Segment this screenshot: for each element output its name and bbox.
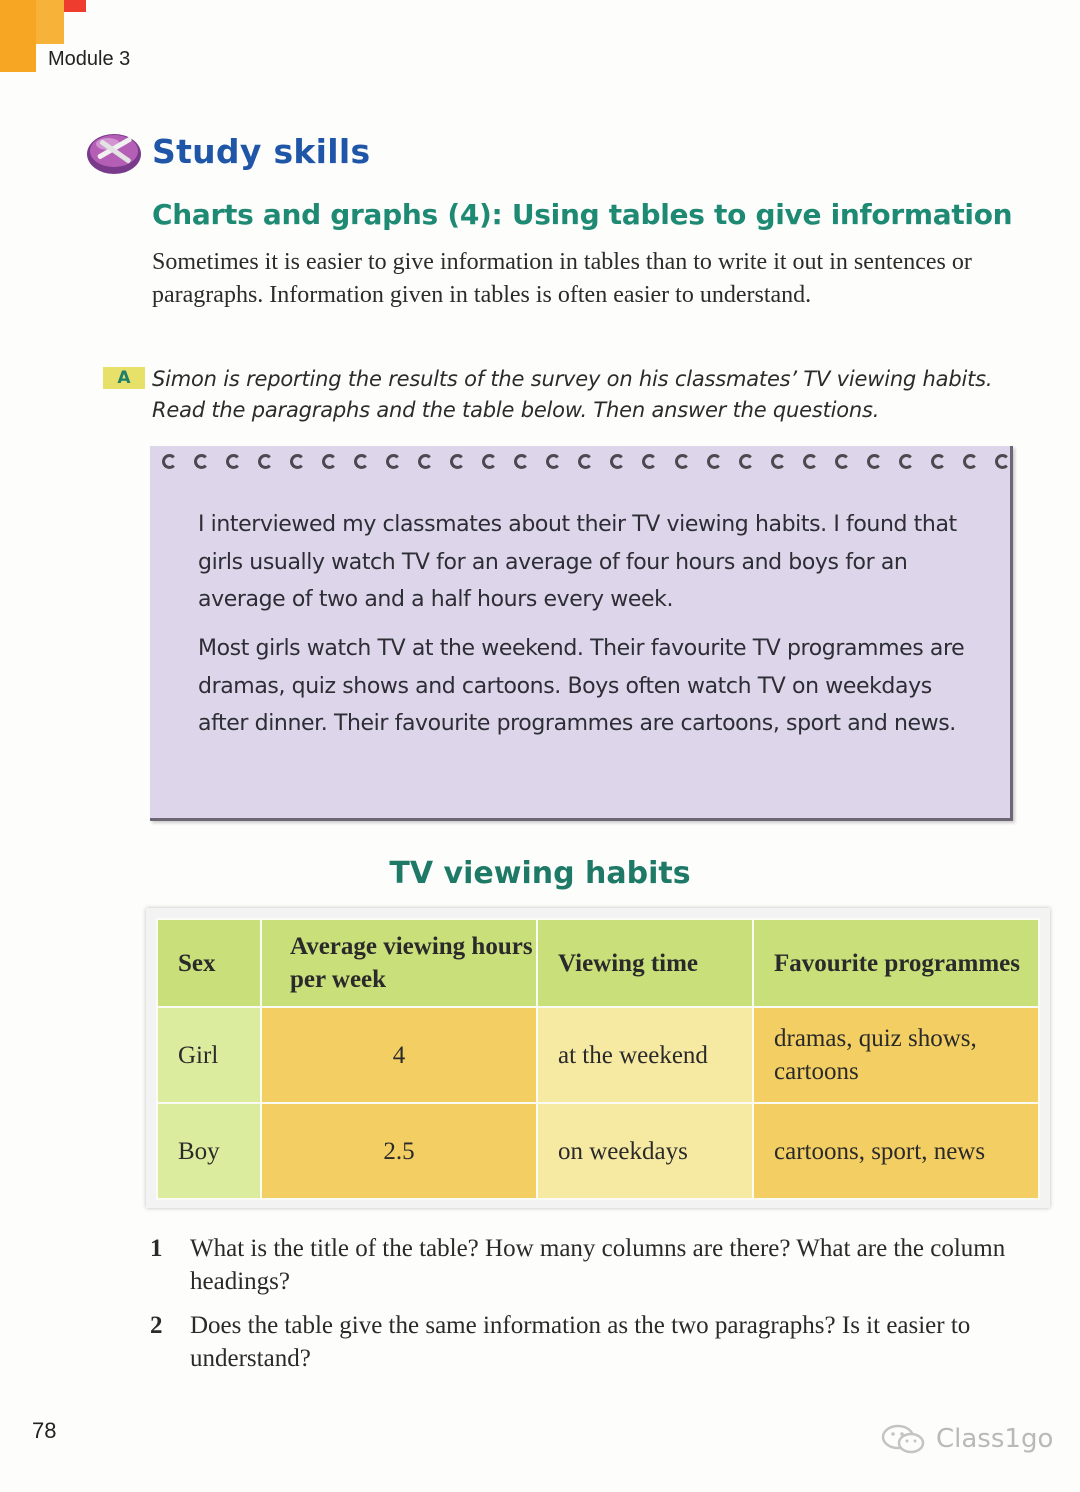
spiral-ring bbox=[386, 454, 401, 469]
spiral-ring bbox=[322, 454, 337, 469]
section-title: Study skills bbox=[152, 132, 371, 171]
cell-sex: Boy bbox=[157, 1103, 261, 1199]
section-subtitle: Charts and graphs (4): Using tables to give information bbox=[152, 198, 1013, 231]
spiral-ring bbox=[867, 454, 882, 469]
cell-hours: 2.5 bbox=[261, 1103, 537, 1199]
header-sex: Sex bbox=[157, 919, 261, 1007]
spiral-ring bbox=[450, 454, 465, 469]
cell-viewing-time: at the weekend bbox=[537, 1007, 753, 1103]
notebook-paragraph-1: I interviewed my classmates about their TV viewing habits. I found that girls usually watch TV for an average of four hours and boys for an average of two and a half hours every week. bbox=[198, 512, 957, 612]
habits-table-container bbox=[146, 908, 1050, 1208]
cell-viewing-time: on weekdays bbox=[537, 1103, 753, 1199]
table-title: TV viewing habits bbox=[389, 856, 691, 891]
corner-decoration bbox=[0, 0, 36, 72]
spiral-ring bbox=[899, 454, 914, 469]
spiral-ring bbox=[546, 454, 561, 469]
cell-favourite: dramas, quiz shows, cartoons bbox=[753, 1007, 1039, 1103]
wechat-icon bbox=[880, 1424, 928, 1454]
spiral-ring bbox=[931, 454, 946, 469]
question-number: 2 bbox=[150, 1312, 163, 1339]
spiral-ring bbox=[482, 454, 497, 469]
page-number: 78 bbox=[32, 1418, 57, 1443]
question-item bbox=[150, 1232, 1040, 1298]
habits-table bbox=[156, 918, 1040, 1200]
spiral-ring bbox=[194, 454, 209, 469]
activity-instruction: Simon is reporting the results of the survey on his classmates’ TV viewing habits. Read the paragraphs and the table below. Then answer the questions. bbox=[152, 367, 993, 422]
corner-decoration bbox=[64, 0, 86, 12]
header-viewing-time: Viewing time bbox=[537, 919, 753, 1007]
spiral-ring bbox=[610, 454, 625, 469]
spiral-ring bbox=[803, 454, 818, 469]
cell-hours: 4 bbox=[261, 1007, 537, 1103]
cell-favourite: cartoons, sport, news bbox=[753, 1103, 1039, 1199]
cell-sex: Girl bbox=[157, 1007, 261, 1103]
table-header-row bbox=[157, 919, 1039, 1007]
spiral-ring bbox=[707, 454, 722, 469]
spiral-ring bbox=[578, 454, 593, 469]
notebook-paragraph-2: Most girls watch TV at the weekend. Their favourite TV programmes are dramas, quiz shows and cartoons. Boys often watch TV on weekdays after dinner. Their favourite programmes are cartoons, sport and news. bbox=[198, 636, 965, 736]
spiral-ring bbox=[162, 454, 177, 469]
table-row bbox=[157, 1007, 1039, 1103]
spiral-ring bbox=[995, 454, 1010, 469]
corner-decoration bbox=[36, 0, 64, 44]
spiral-ring bbox=[835, 454, 850, 469]
notebook-panel bbox=[150, 446, 1013, 821]
header-favourite: Favourite programmes bbox=[753, 919, 1039, 1007]
activity-badge: A bbox=[103, 367, 145, 389]
spiral-ring bbox=[771, 454, 786, 469]
spiral-ring bbox=[675, 454, 690, 469]
spiral-ring bbox=[418, 454, 433, 469]
spiral-ring bbox=[963, 454, 978, 469]
watermark-text: Class1go bbox=[936, 1424, 1054, 1454]
spiral-ring bbox=[226, 454, 241, 469]
study-skills-icon bbox=[86, 124, 142, 176]
spiral-ring bbox=[642, 454, 657, 469]
question-text: Does the table give the same information as the two paragraphs? Is it easier to understand? bbox=[190, 1312, 971, 1372]
spiral-ring bbox=[514, 454, 529, 469]
table-row bbox=[157, 1103, 1039, 1199]
watermark bbox=[880, 1424, 1053, 1454]
spiral-ring bbox=[354, 454, 369, 469]
module-label: Module 3 bbox=[48, 48, 131, 70]
spiral-ring bbox=[290, 454, 305, 469]
intro-paragraph: Sometimes it is easier to give information in tables than to write it out in sentences or paragraphs. Information given in tables is often easier to understand. bbox=[152, 249, 972, 308]
header-hours: Average viewing hours per week bbox=[261, 919, 537, 1007]
question-text: What is the title of the table? How many columns are there? What are the column headings? bbox=[190, 1235, 1006, 1295]
spiral-binding bbox=[162, 454, 1010, 474]
question-number: 1 bbox=[150, 1235, 163, 1262]
spiral-ring bbox=[739, 454, 754, 469]
spiral-ring bbox=[258, 454, 273, 469]
question-item bbox=[150, 1309, 1040, 1375]
